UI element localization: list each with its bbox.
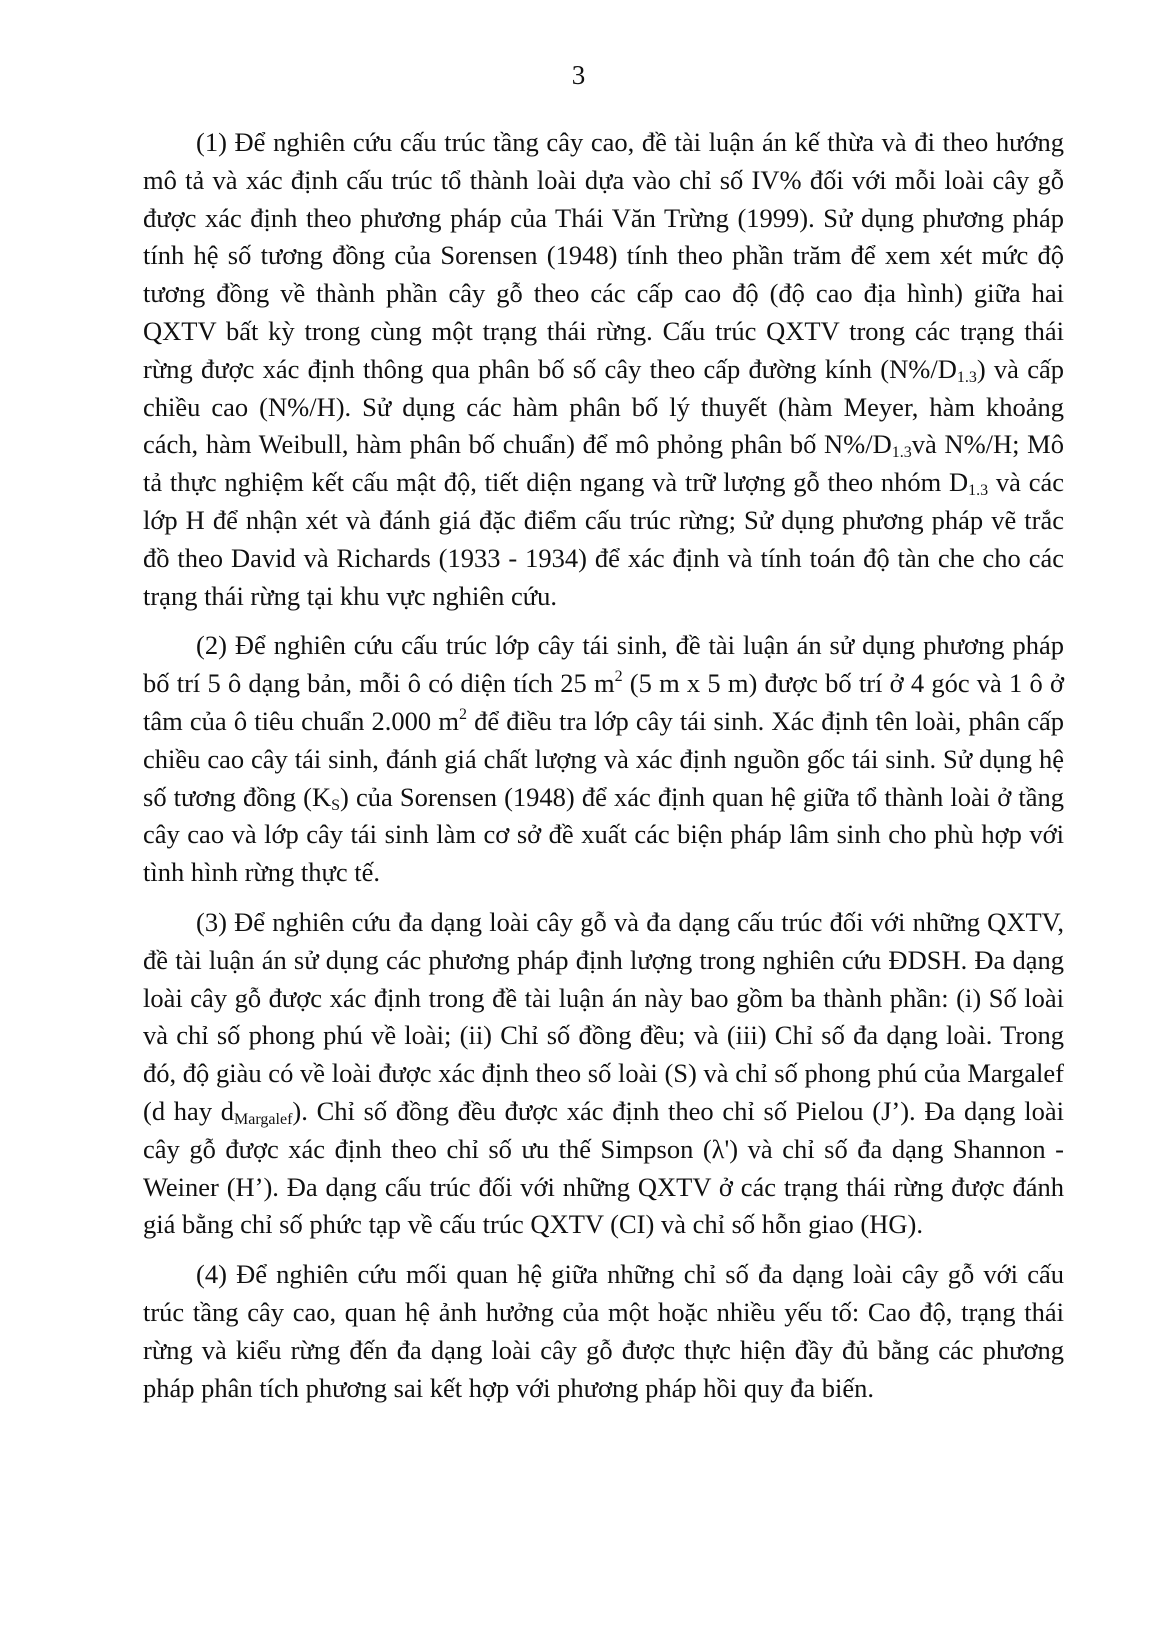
subscript: 1.3 xyxy=(891,444,912,462)
subscript: 1.3 xyxy=(956,368,977,386)
text-run: và N%/H; Mô tả thực nghiệm kết cấu mật độ, tiết diện ngang và trữ lượng gỗ theo nhóm D xyxy=(143,429,1064,498)
subscript: 1.3 xyxy=(968,482,989,500)
text-run: (4) Để nghiên cứu mối quan hệ giữa những chỉ số đa dạng loài cây gỗ với cấu trúc tầng cây cao, quan hệ ảnh hưởng của một hoặc nhiều yếu tố: Cao độ, trạng thái rừng và kiểu rừng đến đa dạng loài cây gỗ được thực hiện đầy đủ bằng các phương pháp phân tích phương sai kết hợp với phương pháp hồi quy đa biến. xyxy=(143,1259,1064,1403)
subscript: Margalef xyxy=(234,1110,293,1128)
paragraph-species-diversity xyxy=(143,904,1064,1244)
text-run: (1) Để nghiên cứu cấu trúc tầng cây cao, đề tài luận án kế thừa và đi theo hướng mô tả và xác định cấu trúc tổ thành loài dựa vào chỉ số IV% đối với mỗi loài cây gỗ được xác định theo phương pháp của Thái Văn Trừng (1999). Sử dụng phương pháp tính hệ số tương đồng của Sorensen (1948) tính theo phần trăm để xem xét mức độ tương đồng về thành phần cây gỗ theo các cấp cao độ (độ cao địa hình) giữa hai QXTV bất kỳ trong cùng một trạng thái rừng. Cấu trúc QXTV trong các trạng thái rừng được xác định thông qua phân bố số cây theo cấp đường kính (N%/D xyxy=(143,127,1064,384)
text-run: (2) Để nghiên cứu cấu trúc lớp cây tái sinh, đề tài luận án sử dụng phương pháp bố trí 5 ô dạng bản, mỗi ô có diện tích 25 m xyxy=(143,630,1064,699)
text-run: ). Chỉ số đồng đều được xác định theo chỉ số Pielou (J’). Đa dạng loài cây gỗ được xác định theo chỉ số ưu thế Simpson (λ') và chỉ số đa dạng Shannon - Weiner (H’). Đa dạng cấu trúc đối với những QXTV ở các trạng thái rừng được đánh giá bằng chỉ số phức tạp về cấu trúc QXTV (CI) và chỉ số hỗn giao (HG). xyxy=(143,1095,1064,1240)
text-run: để điều tra lớp cây tái sinh. Xác định tên loài, phân cấp chiều cao cây tái sinh, đánh giá chất lượng và xác định nguồn gốc tái sinh. Sử dụng hệ số tương đồng (K xyxy=(143,705,1064,812)
subscript: S xyxy=(331,796,341,814)
superscript: 2 xyxy=(458,705,467,723)
text-run: và các lớp H để nhận xét và đánh giá đặc điểm cấu trúc rừng; Sử dụng phương pháp vẽ trắc đồ theo David và Richards (1933 - 1934) để xác định và tính toán độ tàn che cho các trạng thái rừng tại khu vực nghiên cứu. xyxy=(143,467,1064,611)
text-run: ) của Sorensen (1948) để xác định quan hệ giữa tổ thành loài ở tầng cây cao và lớp cây tái sinh làm cơ sở đề xuất các biện pháp lâm sinh cho phù hợp với tình hình rừng thực tế. xyxy=(143,781,1065,888)
text-run: ) và cấp chiều cao (N%/H). Sử dụng các hàm phân bố lý thuyết (hàm Meyer, hàm khoảng cách, hàm Weibull, hàm phân bố chuẩn) để mô phỏng phân bố N%/D xyxy=(143,353,1064,460)
text-run: (5 m x 5 m) được bố trí ở 4 góc và 1 ô ở tâm của ô tiêu chuẩn 2.000 m xyxy=(143,668,1064,736)
page-number: 3 xyxy=(571,60,586,90)
paragraph-regeneration-layer xyxy=(143,627,1064,892)
body-text xyxy=(143,124,1064,1419)
paragraph-relationship-analysis xyxy=(143,1256,1064,1407)
text-run: (3) Để nghiên cứu đa dạng loài cây gỗ và đa dạng cấu trúc đối với những QXTV, đề tài luận án sử dụng các phương pháp định lượng trong nghiên cứu ĐDSH. Đa dạng loài cây gỗ được xác định trong đề tài luận án này bao gồm ba thành phần: (i) Số loài và chỉ số phong phú về loài; (ii) Chỉ số đồng đều; và (iii) Chỉ số đa dạng loài. Trong đó, độ giàu có về loài được xác định theo số loài (S) và chỉ số phong phú của Margalef (d hay d xyxy=(143,906,1064,1126)
paragraph-tree-layer-structure xyxy=(143,124,1064,615)
superscript: 2 xyxy=(614,668,623,686)
